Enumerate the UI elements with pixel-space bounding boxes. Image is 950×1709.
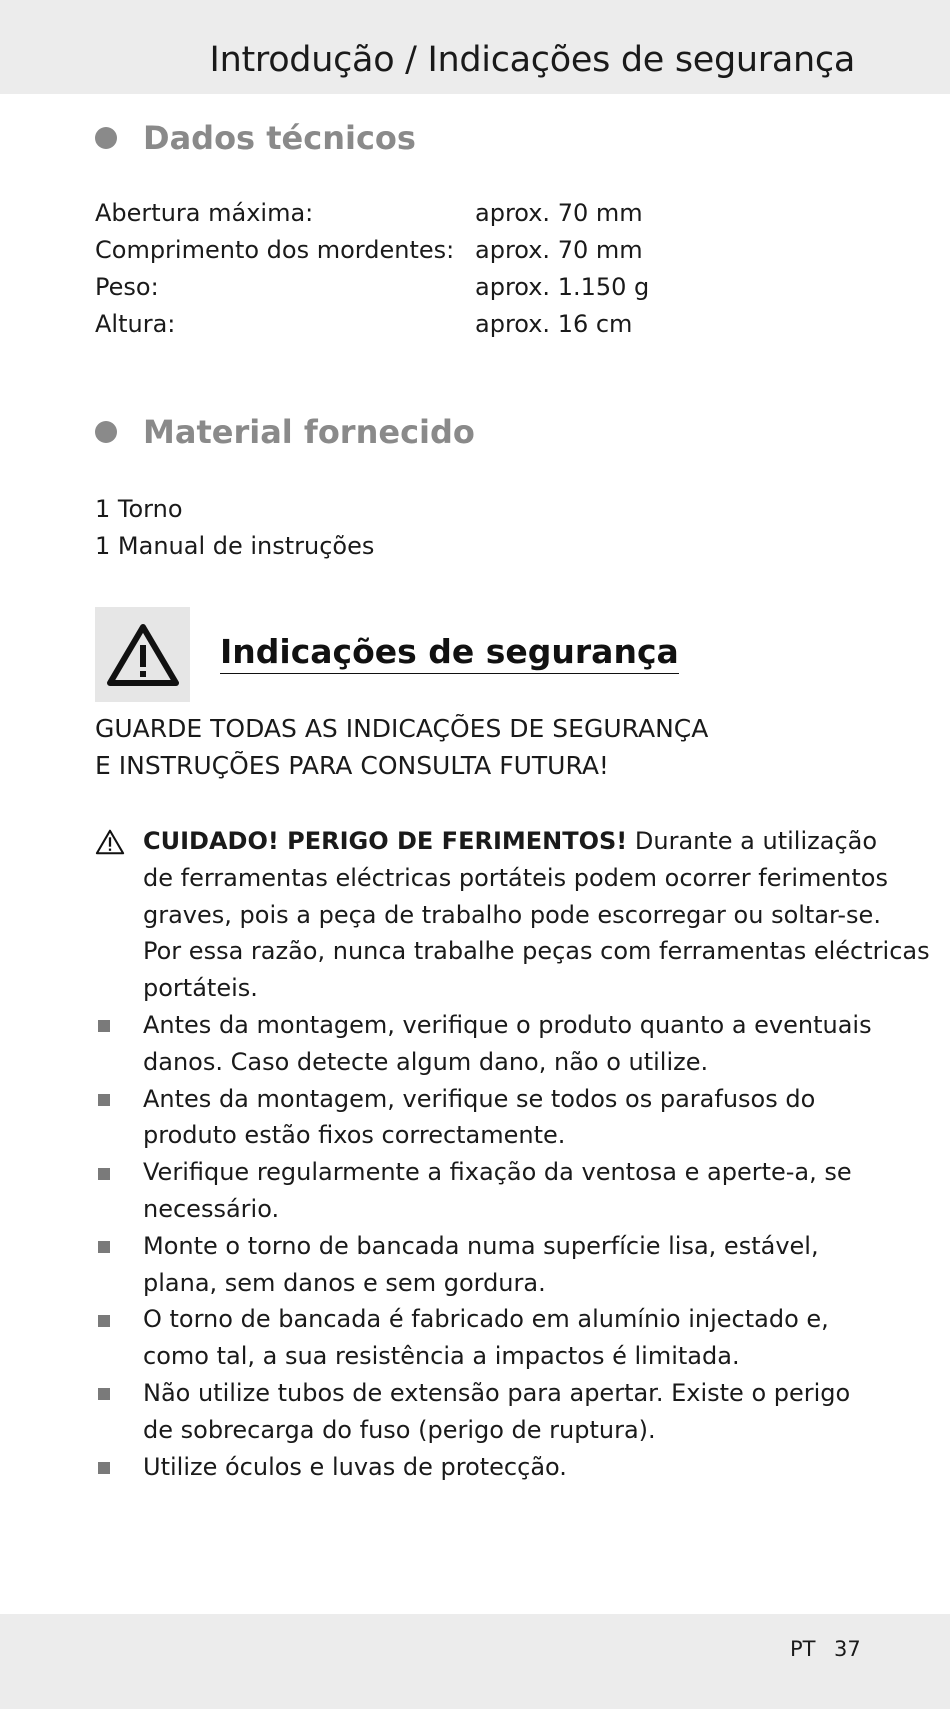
square-bullet-icon	[95, 1375, 125, 1412]
list-item-text: danos. Caso detecte algum dano, não o utilize.	[143, 1047, 709, 1076]
square-bullet-icon	[95, 1154, 125, 1191]
notice-line: GUARDE TODAS AS INDICAÇÕES DE SEGURANÇA	[95, 714, 709, 743]
bullet-dot-icon	[95, 127, 117, 149]
square-bullet-icon	[95, 1449, 125, 1486]
caution-item	[95, 823, 930, 1007]
list-item	[95, 1375, 865, 1449]
list-item-text: O torno de bancada é fabricado em alumínio injectado e,	[143, 1305, 829, 1334]
spec-label: Abertura máxima:	[95, 199, 314, 227]
list-item-text: produto estão fixos correctamente.	[143, 1121, 566, 1150]
warning-box	[95, 607, 190, 702]
page-number: 37	[834, 1637, 861, 1661]
list-item-text: Utilize óculos e luvas de protecção.	[143, 1452, 567, 1481]
list-item	[95, 1449, 865, 1486]
list-item-text: Não utilize tubos de extensão para apertar. Existe o perigo	[143, 1378, 851, 1407]
list-item-text: plana, sem danos e sem gordura.	[143, 1268, 546, 1297]
caution-text: graves, pois a peça de trabalho pode escorregar ou soltar-se.	[143, 900, 881, 929]
list-item-text: necessário.	[143, 1194, 280, 1223]
caution-text: Por essa razão, nunca trabalhe peças com ferramentas eléctricas	[143, 937, 930, 966]
list-item	[95, 1228, 865, 1302]
spec-row	[95, 269, 650, 306]
notice-line: E INSTRUÇÕES PARA CONSULTA FUTURA!	[95, 751, 609, 780]
spec-label: Peso:	[95, 273, 159, 301]
list-item-text: Monte o torno de bancada numa superfície lisa, estável,	[143, 1231, 819, 1260]
spec-value: aprox. 70 mm	[475, 236, 643, 264]
section-heading: Material fornecido	[143, 413, 475, 451]
supplied-item: 1 Torno	[95, 495, 183, 523]
list-item	[95, 1007, 872, 1081]
square-bullet-icon	[95, 1301, 125, 1338]
section-supplied-material	[95, 410, 475, 454]
spec-row	[95, 195, 643, 232]
spec-row	[95, 306, 633, 343]
caution-text: Durante a utilização	[634, 827, 878, 855]
safety-list	[95, 823, 930, 1485]
list-item-text: como tal, a sua resistência a impactos é limitada.	[143, 1342, 740, 1371]
caution-text: portáteis.	[143, 974, 258, 1003]
safety-heading: Indicações de segurança	[220, 632, 679, 674]
list-item-text: Antes da montagem, verifique o produto quanto a eventuais	[143, 1010, 872, 1039]
footer-language: PT	[790, 1637, 816, 1661]
list-item	[95, 1154, 865, 1228]
section-heading: Dados técnicos	[143, 119, 416, 157]
footer-band	[0, 1614, 950, 1709]
list-item	[95, 1081, 865, 1155]
caution-text: de ferramentas eléctricas portáteis podem ocorrer ferimentos	[143, 863, 888, 892]
keep-instructions-notice	[95, 710, 708, 784]
square-bullet-icon	[95, 1081, 125, 1118]
caution-label: CUIDADO! PERIGO DE FERIMENTOS!	[143, 827, 628, 855]
warning-triangle-icon	[107, 623, 179, 687]
spec-value: aprox. 70 mm	[475, 199, 643, 227]
list-item	[95, 1301, 865, 1375]
page-header-title: Introdução / Indicações de segurança	[209, 40, 855, 80]
spec-label: Comprimento dos mordentes:	[95, 236, 455, 264]
spec-label: Altura:	[95, 310, 176, 338]
list-item-text: Antes da montagem, verifique se todos os parafusos do	[143, 1084, 816, 1113]
caution-triangle-icon	[95, 828, 125, 856]
section-technical-data	[95, 116, 416, 160]
caution-marker	[95, 823, 125, 860]
square-bullet-icon	[95, 1007, 125, 1044]
list-item-text: de sobrecarga do fuso (perigo de ruptura).	[143, 1415, 656, 1444]
spec-row	[95, 232, 643, 269]
bullet-dot-icon	[95, 421, 117, 443]
spec-value: aprox. 16 cm	[475, 310, 633, 338]
spec-value: aprox. 1.150 g	[475, 273, 650, 301]
square-bullet-icon	[95, 1228, 125, 1265]
list-item-text: Verifique regularmente a fixação da ventosa e aperte-a, se	[143, 1158, 852, 1187]
supplied-item: 1 Manual de instruções	[95, 532, 375, 560]
